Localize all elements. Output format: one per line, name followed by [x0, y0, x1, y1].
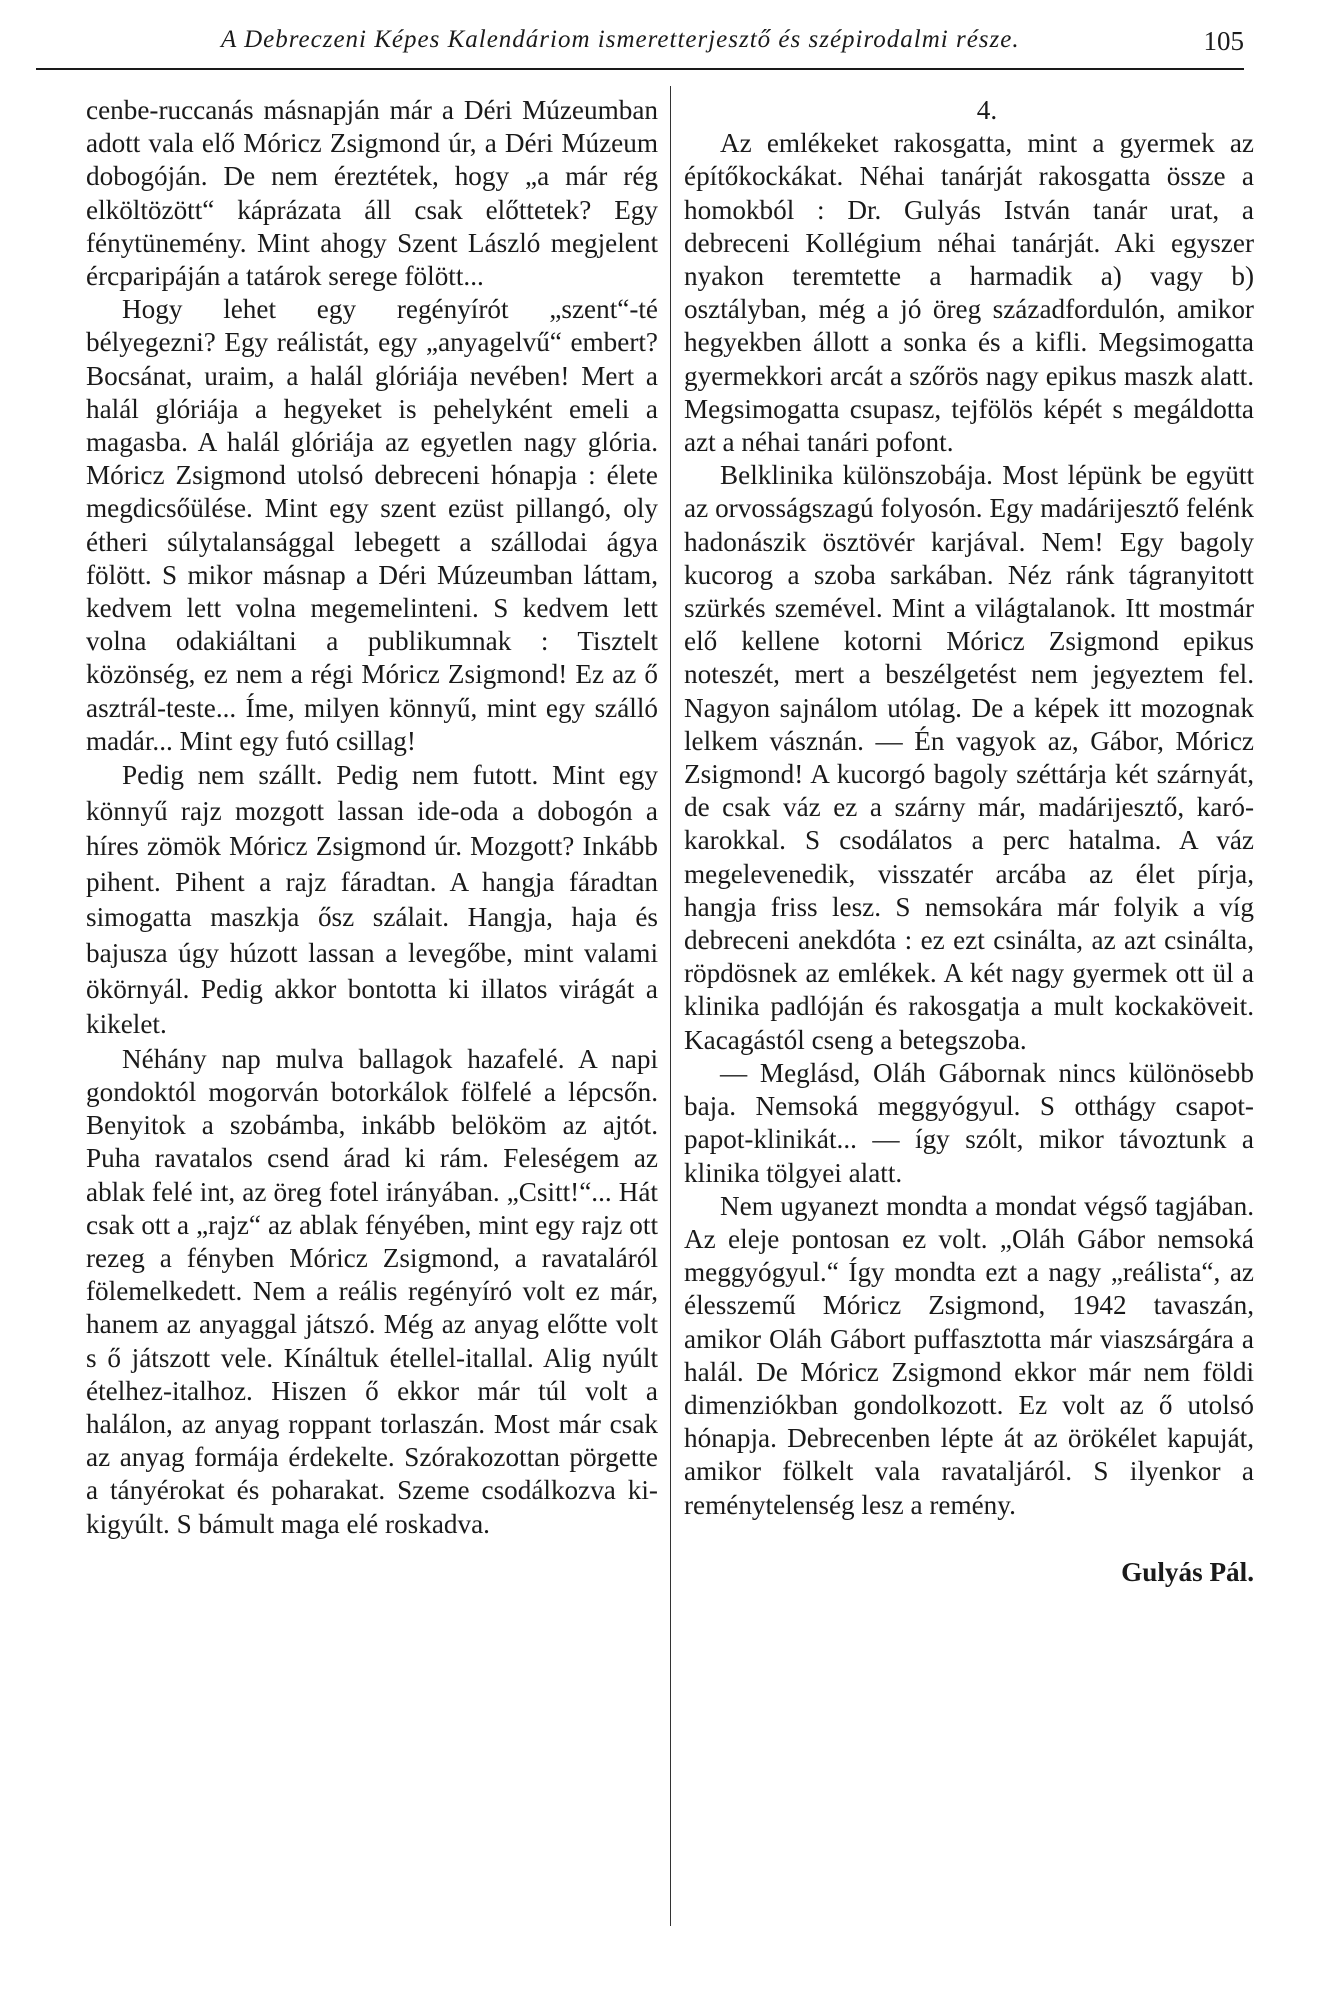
paragraph: Pedig nem szállt. Pedig nem futott. Mint egy könnyű rajz mozgott lassan ide-oda a dobogón a híres zömök Móricz Zsigmond úr. Mozgott? Inkább pihent. Pihent a rajz fáradtan. A hangja fáradtan simogatta maszkja ősz szálait. Hangja, haja és bajusza úgy húzott lassan a levegőbe, mint valami ökörnyál. Pedig akkor bontotta ki illatos virágát a kikelet.: [86, 760, 658, 1040]
running-title: A Debreczeni Képes Kalendáriom ismeretterjesztő és szépirodalmi része.: [221, 26, 1020, 53]
right-column: [684, 94, 1254, 1589]
section-number: 4.: [976, 95, 998, 125]
paragraph: Belklinika különszobája. Most lépünk be együtt az orvosságszagú folyosón. Egy madárijesztő felénk hadonászik ösztövér karjával. Nem! Egy bagoly kucorog a szoba sarkában. Néz ránk tágranyitott szürkés szemével. Mint a világtalanok. Itt mostmár elő kellene kotorni Móricz Zsigmond epikus noteszét, mert a beszélgetést nem jegyeztem fel. Nagyon sajnálom utólag. De a képek itt mozognak lelkem vásznán. — Én vagyok az, Gábor, Móricz Zsigmond! A kucorgó bagoly széttárja két szárnyát, de csak váz ez a szárny már, madárijesztő, karó-karokkal. S csodálatos a perc hatalma. A váz megelevenedik, visszatér arcába az élet pírja, hangja friss lesz. S nemsokára már folyik a víg debreceni anekdóta : ez ezt csinálta, az azt csinálta, röpdösnek az emlékek. A két nagy gyermek ott ül a klinika padlóján és rakosgatja a mult kockaköveit. Kacagástól cseng a betegszoba.: [684, 460, 1254, 1055]
header-rule: [36, 68, 1244, 70]
author-signature: Gulyás Pál.: [1121, 1556, 1254, 1587]
page-number: 105: [1203, 26, 1244, 56]
paragraph: Hogy lehet egy regényírót „szent“-té bélyegezni? Egy reálistát, egy „anyagelvű“ embert? Bocsánat, uraim, a halál glóriája nevében! Mert a halál glóriája a hegyeket is pehelyként emeli a magasba. A halál glóriája az egyetlen nagy glória. Móricz Zsigmond utolsó debreceni hónapja : élete megdicsőülése. Mint egy szent ezüst pillangó, oly étheri súlytalansággal lebegett a szállodai ágya fölött. S mikor másnap a Déri Múzeumban láttam, kedvem lett volna megemelinteni. S kedvem lett volna odakiáltani a publikumnak : Tisztelt közönség, ez nem a régi Móricz Zsigmond! Ez az ő asztrál-teste... Íme, milyen könnyű, mint egy szálló madár... Mint egy futó csillag!: [86, 294, 658, 756]
paragraph: Az emlékeket rakosgatta, mint a gyermek az építőkockákat. Néhai tanárját rakosgatta össze a homokból : Dr. Gulyás István tanár urat, a debreceni Kollégium néhai tanárját. Aki egyszer nyakon teremtette a harmadik a) vagy b) osztályban, még a jó öreg századfordulón, amikor hegyekben állott a sonka és a kifli. Megsimogatta gyermekkori arcát a szőrös nagy epikus maszk alatt. Megsimogatta csupasz, tejfölös képét s megáldotta azt a néhai tanári pofont.: [684, 128, 1254, 458]
left-column: [86, 94, 658, 1541]
paragraph: Nem ugyanezt mondta a mondat végső tagjában. Az eleje pontosan ez volt. „Oláh Gábor nemsoká meggyógyul.“ Így mondta ezt a nagy „reálista“, az élesszemű Móricz Zsigmond, 1942 tavaszán, amikor Oláh Gábort puffasztotta már viaszsárgára a halál. De Móricz Zsigmond ekkor már nem földi dimenziókban gondolkozott. Ez volt az ő utolsó hónapja. Debrecenben lépte át az örökélet kapuját, amikor fölkelt vala ravataljáról. S ilyenkor a reménytelenség lesz a remény.: [684, 1190, 1254, 1520]
paragraph: cenbe-ruccanás másnapján már a Déri Múzeumban adott vala elő Móricz Zsigmond úr, a Déri Múzeum dobogóján. De nem éreztétek, hogy „a már rég elköltözött“ káprázata áll csak előttetek? Egy fénytünemény. Mint ahogy Szent László megjelent ércparipáján a tatárok serege fölött...: [86, 95, 658, 292]
column-divider: [670, 86, 671, 1926]
paragraph: Néhány nap mulva ballagok hazafelé. A napi gondoktól mogorván botorkálok fölfelé a lépcsőn. Benyitok a szobámba, inkább belököm az ajtót. Puha ravatalos csend árad ki rám. Feleségem az ablak felé int, az öreg fotel irányában. „Csitt!“... Hát csak ott a „rajz“ az ablak fényében, mint egy rajz ott rezeg a fényben Móricz Zsigmond, a ravataláról fölemelkedett. Nem a reális regényíró volt ez már, hanem az anyaggal játszó. Még az anyag előtte volt s ő játszott vele. Kínáltuk étellel-itallal. Alig nyúlt ételhez-italhoz. Hiszen ő ekkor már túl volt a halálon, az anyag roppant torlaszán. Most már csak az anyag formája érdekelte. Szórakozottan pörgette a tányérokat és poharakat. Szeme csodálkozva ki-kigyúlt. S bámult maga elé roskadva.: [86, 1043, 658, 1539]
paragraph: — Meglásd, Oláh Gábornak nincs különösebb baja. Nemsoká meggyógyul. S otthágy csapot-papot-klinikát... — így szólt, mikor távoztunk a klinika tölgyei alatt.: [684, 1057, 1254, 1188]
page-header: [36, 22, 1244, 74]
